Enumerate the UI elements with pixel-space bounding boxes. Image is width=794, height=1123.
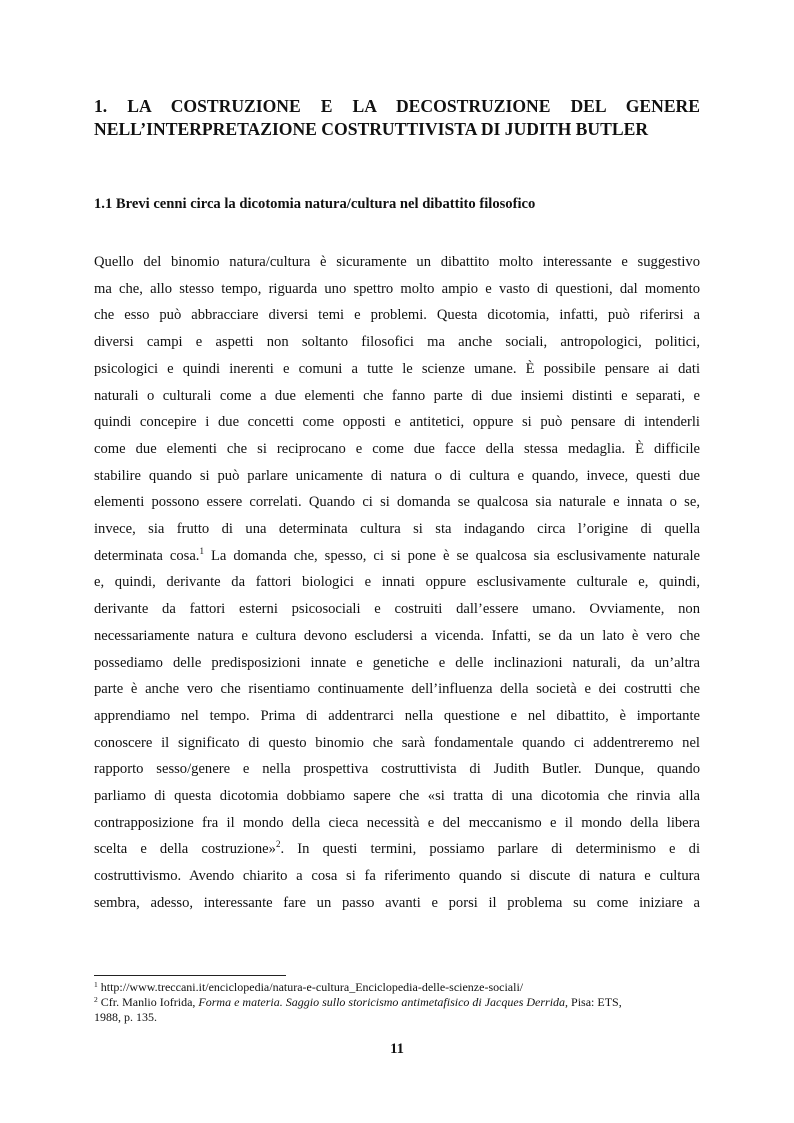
body-line: parliamo di questa dicotomia dobbiamo sapere che «si tratta di una dicotomia che rinvia alla	[94, 788, 700, 805]
footnote-marker: 1	[94, 980, 98, 989]
page-number: 11	[390, 1041, 404, 1057]
chapter-title-line-2: NELL’INTERPRETAZIONE COSTRUTTIVISTA DI JUDITH BUTLER	[94, 119, 649, 139]
footnote-ref-2[interactable]: 2	[275, 839, 281, 850]
chapter-title	[94, 95, 700, 141]
body-line	[94, 543, 700, 570]
body-line: contrapposizione fra il mondo della cieca necessità e del meccanismo e il mondo della libera	[94, 814, 700, 831]
body-line: quindi concepire i due concetti come opposti e antitetici, oppure si può pensare di intenderli	[94, 414, 700, 431]
body-line: costruttivismo. Avendo chiarito a cosa si fa riferimento quando si discute di natura e cultura	[94, 868, 700, 885]
footnote-marker: 2	[94, 995, 98, 1004]
body-line	[94, 836, 700, 863]
body-line-segment: . In questi termini, possiamo parlare di determinismo e di	[280, 841, 700, 858]
footnotes	[94, 980, 700, 1025]
chapter-title-line-1: 1. LA COSTRUZIONE E LA DECOSTRUZIONE DEL GENERE	[94, 96, 700, 116]
body-line: elementi possono essere correlati. Quando ci si domanda se qualcosa sia naturale e innata o se,	[94, 494, 700, 511]
body-line: psicologici e quindi inerenti e comuni a tutte le scienze umane. È possibile pensare ai dati	[94, 360, 700, 377]
footnote-book-title: Forma e materia. Saggio sullo storicismo antimetafisico di Jacques Derrida	[198, 995, 566, 1009]
section-title: 1.1 Brevi cenni circa la dicotomia natura/cultura nel dibattito filosofico	[94, 196, 536, 212]
footnote-2	[94, 995, 700, 1010]
footnote-text: Cfr. Manlio Iofrida,	[97, 995, 199, 1009]
body-line: che esso può abbracciare diversi temi e problemi. Questa dicotomia, infatti, può riferirsi a	[94, 307, 700, 324]
body-line: diversi campi e aspetti non soltanto filosofici ma anche sociali, antropologici, politici,	[94, 334, 700, 351]
footnote-text: , Pisa: ETS,	[565, 995, 622, 1009]
body-line: stabilire quando si può parlare unicamente di natura o di cultura e quando, invece, questi due	[94, 467, 700, 484]
body-line: apprendiamo nel tempo. Prima di addentrarci nella questione e nel dibattito, è importante	[94, 707, 700, 724]
footnote-1	[94, 980, 700, 995]
body-line: e, quindi, derivante da fattori biologici e innati oppure esclusivamente culturale e, quindi,	[94, 574, 700, 591]
body-line: necessariamente natura e cultura devono escludersi a vicenda. Infatti, se da un lato è vero che	[94, 627, 700, 644]
body-paragraph	[94, 249, 700, 917]
body-line-segment: scelta e della costruzione»	[94, 841, 276, 858]
body-line: rapporto sesso/genere e nella prospettiva costruttivista di Judith Butler. Dunque, quando	[94, 761, 700, 778]
footnote-url-link[interactable]: http://www.treccani.it/enciclopedia/natura-e-cultura_Enciclopedia-delle-scienze-sociali/	[97, 980, 524, 994]
body-line: ma che, allo stesso tempo, riguarda uno spettro molto ampio e vasto di questioni, dal momento	[94, 280, 700, 297]
body-line: conoscere il significato di questo binomio che sarà fondamentale quando ci addentreremo nel	[94, 734, 700, 751]
body-line: sembra, adesso, interessante fare un passo avanti e porsi il problema su come iniziare a	[94, 894, 700, 911]
footnote-separator	[94, 975, 286, 976]
body-line: come due elementi che si reciprocano e come due facce della stessa medaglia. È difficile	[94, 440, 700, 457]
body-line: derivante da fattori esterni psicosociali e costruiti dall’essere umano. Ovviamente, non	[94, 601, 700, 618]
body-line-segment: determinata cosa.	[94, 547, 200, 564]
body-line: parte è anche vero che risentiamo continuamente dell’influenza della società e dei costrutti che	[94, 681, 700, 698]
body-line: Quello del binomio natura/cultura è sicuramente un dibattito molto interessante e suggestivo	[94, 254, 700, 270]
body-line: naturali o culturali come a due elementi che fanno parte di due insiemi distinti e separati, e	[94, 387, 700, 404]
footnote-ref-1[interactable]: 1	[199, 545, 204, 556]
body-line-segment: La domanda che, spesso, ci si pone è se qualcosa sia esclusivamente naturale	[203, 547, 701, 564]
body-line: possediamo delle predisposizioni innate e genetiche e delle inclinazioni naturali, da un’altra	[94, 654, 700, 671]
footnote-2-continuation: 1988, p. 135.	[94, 1010, 157, 1024]
body-line: invece, sia frutto di una determinata cultura si sta indagando circa l’origine di quella	[94, 521, 700, 538]
